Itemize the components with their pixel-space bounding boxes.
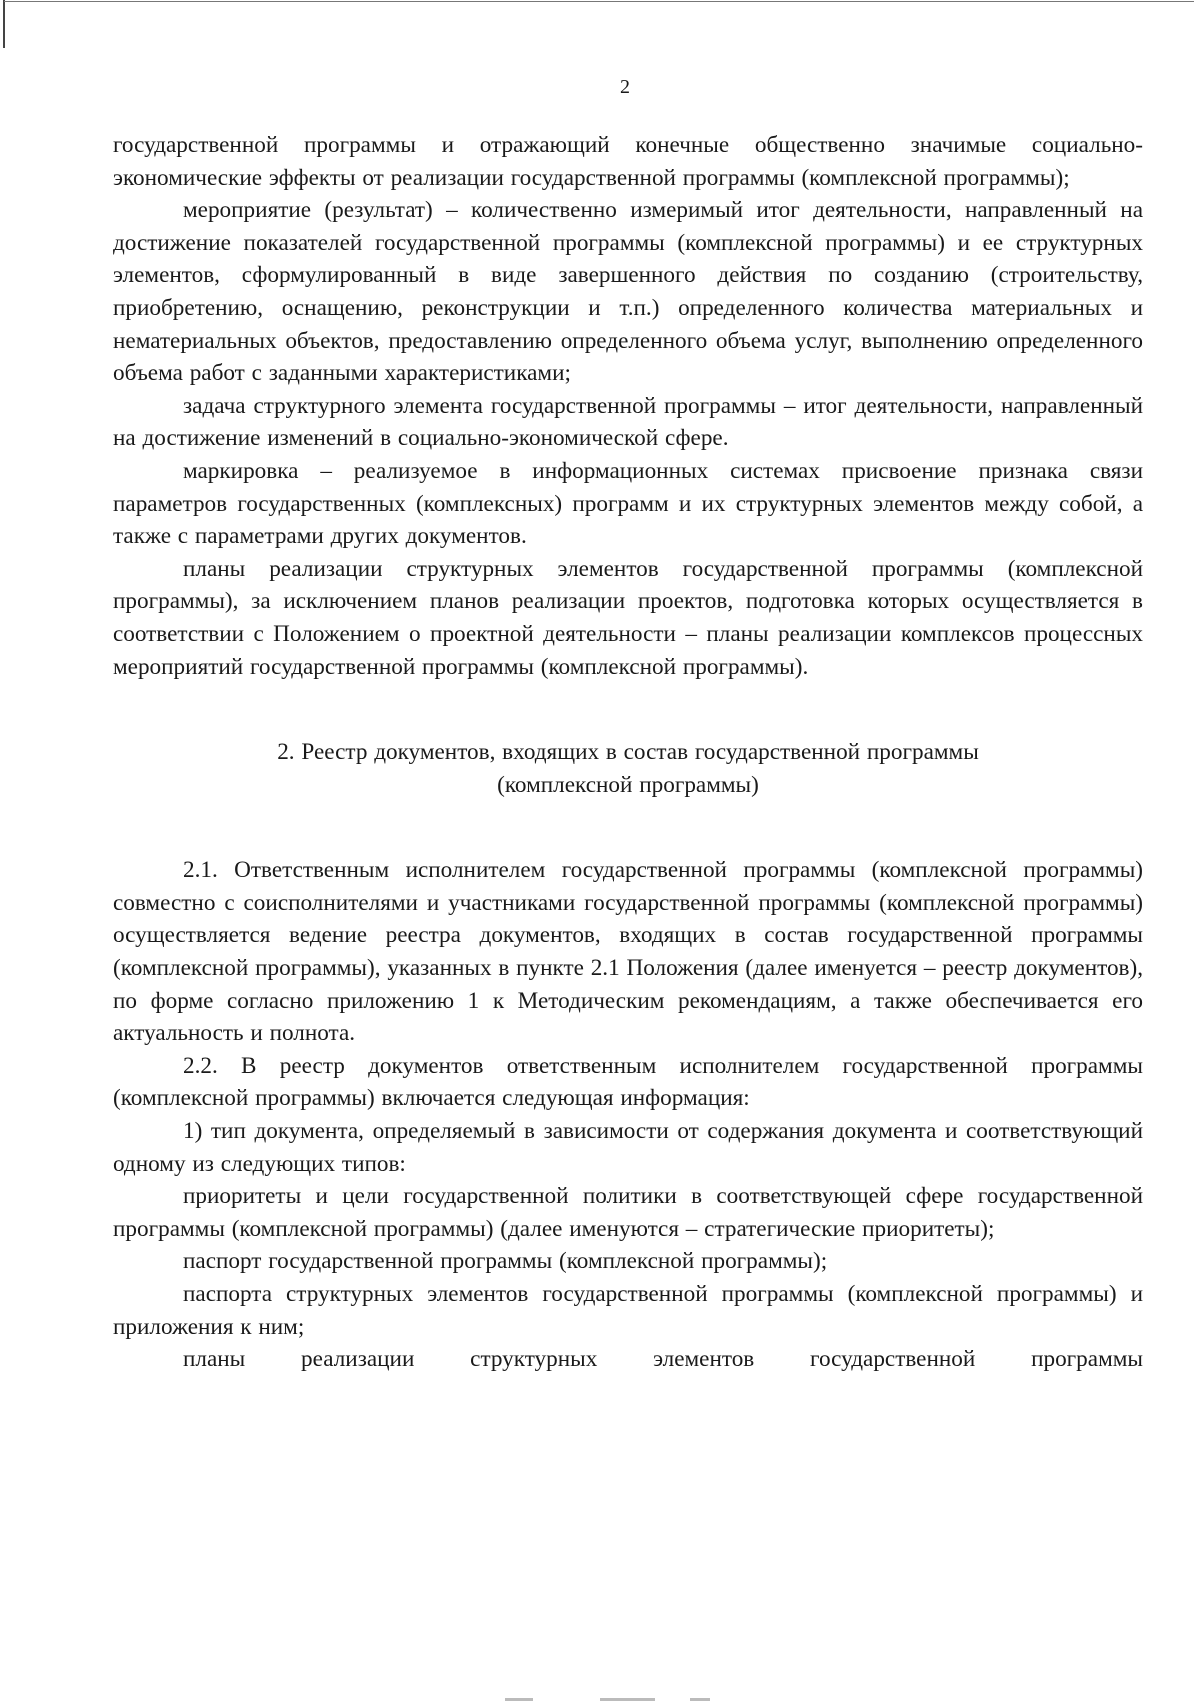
paragraph-doc-type-element-passports: паспорта структурных элементов государственной программы (комплексной программы) и приложения к ним;: [113, 1281, 1143, 1340]
paragraph-2-2: 2.2. В реестр документов ответственным исполнителем государственной программы (комплексной программы) включается следующая информация:: [113, 1052, 1143, 1112]
paragraph-item-1: 1) тип документа, определяемый в зависимости от содержания документа и соответствующий одному из следующих типов:: [113, 1118, 1143, 1177]
scan-edge-left: [3, 0, 5, 48]
paragraph-doc-type-priorities: приоритеты и цели государственной политики в соответствующей сфере государственной программы (комплексной программы) (далее именуются – стратегические приоритеты);: [113, 1183, 1143, 1242]
paragraph-doc-type-plans: планы реализации структурных элементов государственной программы: [183, 1346, 1143, 1373]
paragraph-continuation: государственной программы и отражающий конечные общественно значимые социально-экономические эффекты от реализации государственной программы (комплексной программы);: [113, 132, 1143, 191]
paragraph-definition-task: задача структурного элемента государственной программы – итог деятельности, направленный на достижение изменений в социально-экономической сфере.: [113, 392, 1143, 452]
paragraph-definition-marking: маркировка – реализуемое в информационных системах присвоение признака связи параметров государственных (комплексных) программ и их структурных элементов между собой, а также с параметрами других документов.: [113, 457, 1143, 550]
section-heading: [113, 736, 1143, 801]
page-number: 2: [620, 76, 630, 98]
paragraph-definition-plans: планы реализации структурных элементов государственной программы (комплексной программы), за исключением планов реализации проектов, подготовка которых осуществляется в соответствии с Положением о проектной деятельности – планы реализации комплексов процессных мероприятий государственной программы (комплексной программы).: [113, 555, 1143, 680]
scan-artifact: [690, 1698, 710, 1701]
scan-artifact: [505, 1698, 533, 1701]
paragraph-doc-type-passport: паспорт государственной программы (комплексной программы);: [183, 1248, 828, 1275]
paragraph-2-1: 2.1. Ответственным исполнителем государственной программы (комплексной программы) совместно с соисполнителями и участниками государственной программы (комплексной программы) осуществляется ведение реестра документов, входящих в состав государственной программы (комплексной программы), указанных в пункте 2.1 Положения (далее именуется – реестр документов), по форме согласно приложению 1 к Методическим рекомендациям, а также обеспечивается его актуальность и полнота.: [113, 857, 1144, 1047]
section-heading-line-2: (комплексной программы): [497, 771, 759, 798]
scan-edge-top: [4, 1, 1194, 2]
document-body: [113, 129, 1143, 1376]
section-heading-line-1: 2. Реестр документов, входящих в состав государственной программы: [277, 739, 979, 766]
paragraph-definition-measure: мероприятие (результат) – количественно измеримый итог деятельности, направленный на достижение показателей государственной программы (комплексной программы) и ее структурных элементов, сформулированный в виде завершенного действия по созданию (строительству, приобретению, оснащению, реконструкции и т.п.) определенного количества материальных и нематериальных объектов, предоставлению определенного объема услуг, выполнению определенного объема работ с заданными характеристиками;: [113, 197, 1143, 387]
scan-artifact: [600, 1698, 655, 1701]
